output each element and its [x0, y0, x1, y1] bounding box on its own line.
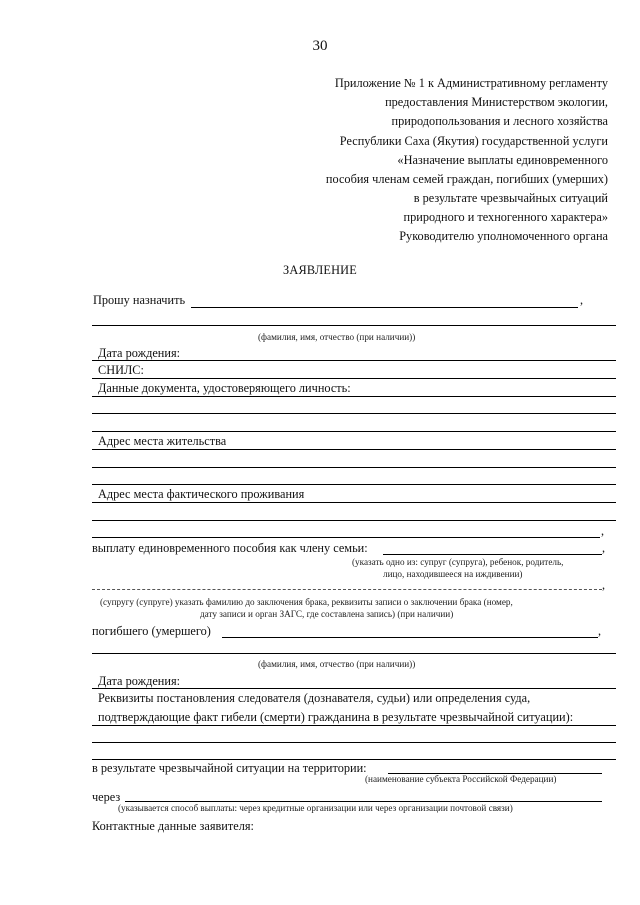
appendix-line: в результате чрезвычайных ситуаций: [413, 191, 608, 206]
subject-caption: (наименование субъекта Российской Федерации): [365, 774, 557, 784]
comma: ,: [602, 541, 606, 555]
actual-address-label: Адрес места фактического проживания: [98, 487, 305, 501]
residence-address-field-3[interactable]: [92, 484, 616, 485]
requisites-field-3[interactable]: [92, 759, 616, 760]
appendix-line: предоставления Министерством экологии,: [385, 95, 608, 110]
appendix-line: Республики Саха (Якутия) государственной услуги: [339, 133, 608, 148]
requisites-line-2: подтверждающие факт гибели (смерти) гражданина в результате чрезвычайной ситуации):: [98, 710, 574, 724]
snils-label: СНИЛС:: [98, 363, 144, 377]
member-caption-2: лицо, находившееся на иждивении): [383, 569, 523, 579]
request-name-field-2[interactable]: [92, 325, 616, 326]
actual-address-field-3[interactable]: [92, 537, 600, 538]
appendix-line: природного и техногенного характера»: [403, 210, 608, 225]
recipient: Руководителю уполномоченного органа: [399, 229, 608, 243]
appendix-line: пособия членам семей граждан, погибших (умерших): [325, 172, 608, 187]
spouse-caption-2: дату записи и орган ЗАГС, где составлена запись) (при наличии): [200, 609, 454, 619]
residence-address-label: Адрес места жительства: [98, 434, 227, 448]
appendix-line: «Назначение выплаты единовременного: [397, 152, 608, 167]
comma: ,: [580, 293, 584, 307]
deceased-birth-date-field[interactable]: [92, 688, 616, 689]
snils-field[interactable]: [92, 378, 616, 379]
actual-address-field[interactable]: [92, 502, 616, 503]
request-name-field[interactable]: [191, 307, 578, 308]
id-document-field[interactable]: [92, 396, 616, 397]
residence-address-field[interactable]: [92, 449, 616, 450]
deceased-name-field[interactable]: [222, 637, 598, 638]
id-document-field-3[interactable]: [92, 431, 616, 432]
actual-address-field-2[interactable]: [92, 520, 616, 521]
appendix-line: Приложение № 1 к Административному регламенту: [334, 76, 608, 90]
payment-method-field[interactable]: [125, 801, 602, 802]
via-caption: (указывается способ выплаты: через кредитные организации или через организации почтовой связи): [118, 803, 513, 813]
document-title: ЗАЯВЛЕНИЕ: [283, 263, 357, 277]
comma: ,: [598, 624, 602, 638]
fio-caption: (фамилия, имя, отчество (при наличии)): [258, 332, 416, 342]
deceased-birth-date-label: Дата рождения:: [98, 674, 181, 688]
deceased-label: погибшего (умершего): [92, 624, 211, 638]
contacts-label: Контактные данные заявителя:: [92, 819, 254, 833]
appendix-header: [268, 74, 608, 228]
comma: ,: [601, 524, 605, 538]
emergency-label: в результате чрезвычайной ситуации на территории:: [92, 761, 367, 775]
requisites-line-1: Реквизиты постановления следователя (дознавателя, судьи) или определения суда,: [98, 691, 531, 705]
request-label: Прошу назначить: [93, 293, 186, 307]
birth-date-label: Дата рождения:: [98, 346, 181, 360]
requisites-field[interactable]: [92, 725, 616, 726]
spouse-details-field[interactable]: [92, 589, 602, 590]
requisites-field-2[interactable]: [92, 742, 616, 743]
id-document-field-2[interactable]: [92, 413, 616, 414]
birth-date-field[interactable]: [92, 360, 616, 361]
via-label: через: [92, 790, 121, 804]
page-number: 30: [312, 38, 328, 54]
payment-label: выплату единовременного пособия как члену семьи:: [92, 541, 368, 555]
deceased-name-field-2[interactable]: [92, 653, 616, 654]
comma: ,: [602, 578, 606, 592]
deceased-fio-caption: (фамилия, имя, отчество (при наличии)): [258, 659, 416, 669]
appendix-line: природопользования и лесного хозяйства: [391, 114, 608, 129]
residence-address-field-2[interactable]: [92, 467, 616, 468]
id-document-label: Данные документа, удостоверяющего личность:: [98, 381, 351, 395]
member-caption-1: (указать одно из: супруг (супруга), ребенок, родитель,: [352, 557, 564, 567]
family-member-field[interactable]: [383, 554, 602, 555]
spouse-caption-1: (супругу (супруге) указать фамилию до заключения брака, реквизиты записи о заключении брака (номер,: [100, 597, 513, 607]
